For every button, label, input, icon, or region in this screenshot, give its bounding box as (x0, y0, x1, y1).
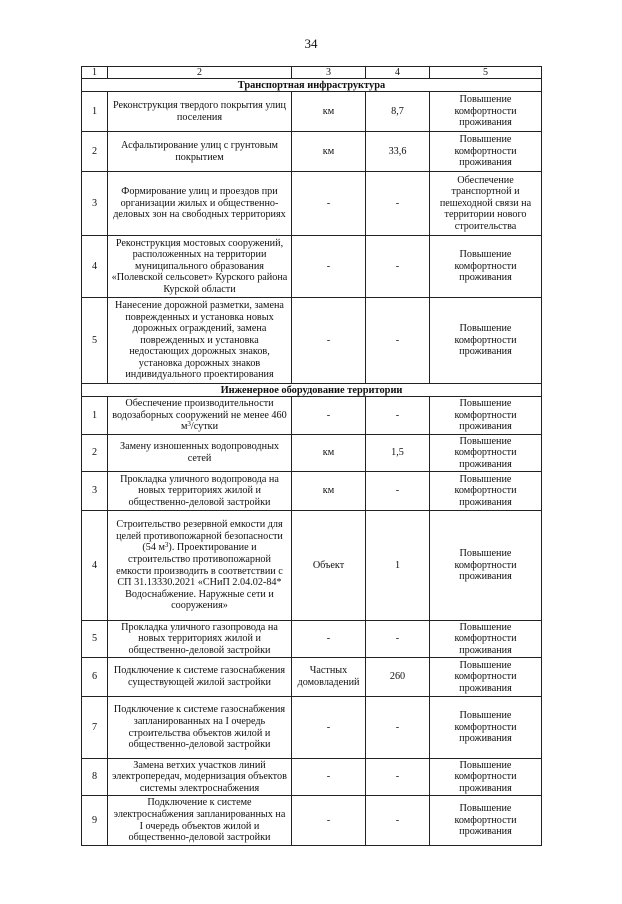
unit-cell: - (292, 759, 366, 796)
unit-cell: - (292, 298, 366, 384)
work-description: Замена ветхих участков линий электропередач, модернизация объектов системы электроснабжения (108, 759, 292, 796)
quantity-cell: - (366, 796, 430, 846)
purpose-cell: Повышение комфортности проживания (430, 759, 542, 796)
work-description (108, 397, 292, 435)
unit-cell: - (292, 697, 366, 759)
quantity-cell: - (366, 759, 430, 796)
table-row (82, 236, 542, 298)
unit-cell: - (292, 236, 366, 298)
work-description: Нанесение дорожной разметки, замена поврежденных и установка новых дорожных ограждений, замена поврежденных и установка недостающих дорожных знаков, установка дорожных знаков индивидуального проектирования (108, 298, 292, 384)
purpose-cell: Повышение комфортности проживания (430, 796, 542, 846)
unit-cell: - (292, 397, 366, 435)
column-number: 4 (366, 67, 430, 79)
purpose-cell: Обеспечение транспортной и пешеходной связи на территории нового строительства (430, 172, 542, 236)
row-number: 6 (82, 658, 108, 697)
unit-cell: Частных домовладений (292, 658, 366, 697)
desc-text: Обеспечение производительности водозаборных сооружений не менее 460 м (112, 398, 287, 433)
table-row (82, 796, 542, 846)
quantity-cell: - (366, 298, 430, 384)
table-row (82, 621, 542, 658)
work-description: Подключение к системе газоснабжения существующей жилой застройки (108, 658, 292, 697)
table-row (82, 435, 542, 472)
quantity-cell: 1,5 (366, 435, 430, 472)
work-description: Формирование улиц и проездов при организации жилых и общественно-деловых зон на свободных территориях (108, 172, 292, 236)
row-number: 7 (82, 697, 108, 759)
work-description (108, 511, 292, 621)
purpose-cell: Повышение комфортности проживания (430, 472, 542, 511)
column-number: 5 (430, 67, 542, 79)
row-number: 4 (82, 511, 108, 621)
unit-cell: Объект (292, 511, 366, 621)
work-description: Замену изношенных водопроводных сетей (108, 435, 292, 472)
quantity-cell: 8,7 (366, 92, 430, 132)
table-row (82, 92, 542, 132)
table-row (82, 511, 542, 621)
unit-cell: км (292, 472, 366, 511)
purpose-cell: Повышение комфортности проживания (430, 298, 542, 384)
superscript: 3 (187, 420, 191, 429)
desc-text: ). Проектирование и строительство противопожарной емкости производить в соответствии с СП 31.13330.2021 «СНиП 2.04.02-84* Водоснабжение. Наружные сети и сооружения» (116, 542, 283, 612)
unit-cell: - (292, 172, 366, 236)
purpose-cell: Повышение комфортности проживания (430, 236, 542, 298)
work-description: Прокладка уличного газопровода на новых территориях жилой и общественно-деловой застройки (108, 621, 292, 658)
column-number-row (82, 67, 542, 79)
section-title: Инженерное оборудование территории (82, 384, 542, 397)
table-row (82, 759, 542, 796)
desc-text: Строительство резервной емкости для целей противопожарной безопасности (54 м (116, 519, 283, 554)
table-row (82, 472, 542, 511)
column-number: 2 (108, 67, 292, 79)
row-number: 4 (82, 236, 108, 298)
purpose-cell: Повышение комфортности проживания (430, 132, 542, 172)
row-number: 1 (82, 397, 108, 435)
unit-cell: км (292, 435, 366, 472)
quantity-cell: - (366, 472, 430, 511)
table-row (82, 132, 542, 172)
table-row (82, 658, 542, 697)
quantity-cell: 260 (366, 658, 430, 697)
quantity-cell: - (366, 397, 430, 435)
quantity-cell: - (366, 697, 430, 759)
quantity-cell: - (366, 621, 430, 658)
work-description: Реконструкция мостовых сооружений, расположенных на территории муниципального образования «Полевской сельсовет» Курского района Курской области (108, 236, 292, 298)
desc-text: /сутки (190, 421, 219, 433)
table-row (82, 397, 542, 435)
purpose-cell: Повышение комфортности проживания (430, 621, 542, 658)
quantity-cell: - (366, 172, 430, 236)
purpose-cell: Повышение комфортности проживания (430, 697, 542, 759)
table-row (82, 697, 542, 759)
purpose-cell: Повышение комфортности проживания (430, 435, 542, 472)
row-number: 1 (82, 92, 108, 132)
quantity-cell: 1 (366, 511, 430, 621)
table-row (82, 172, 542, 236)
superscript: 3 (164, 541, 169, 550)
section-header-row (82, 79, 542, 92)
column-number: 3 (292, 67, 366, 79)
row-number: 2 (82, 435, 108, 472)
purpose-cell: Повышение комфортности проживания (430, 511, 542, 621)
quantity-cell: 33,6 (366, 132, 430, 172)
quantity-cell: - (366, 236, 430, 298)
unit-cell: - (292, 796, 366, 846)
column-number: 1 (82, 67, 108, 79)
row-number: 3 (82, 172, 108, 236)
work-description: Прокладка уличного водопровода на новых территориях жилой и общественно-деловой застройки (108, 472, 292, 511)
work-description: Подключение к системе электроснабжения запланированных на I очередь объектов жилой и общественно-деловой застройки (108, 796, 292, 846)
table-row (82, 298, 542, 384)
section-title: Транспортная инфраструктура (82, 79, 542, 92)
row-number: 2 (82, 132, 108, 172)
unit-cell: км (292, 132, 366, 172)
purpose-cell: Повышение комфортности проживания (430, 397, 542, 435)
section-header-row (82, 384, 542, 397)
purpose-cell: Повышение комфортности проживания (430, 658, 542, 697)
row-number: 3 (82, 472, 108, 511)
work-description: Реконструкция твердого покрытия улиц поселения (108, 92, 292, 132)
work-description: Асфальтирование улиц с грунтовым покрытием (108, 132, 292, 172)
page-number: 34 (304, 36, 318, 51)
work-description: Подключение к системе газоснабжения запланированных на I очередь строительства объектов жилой и общественно-деловой застройки (108, 697, 292, 759)
unit-cell: - (292, 621, 366, 658)
works-table (81, 66, 542, 846)
unit-cell: км (292, 92, 366, 132)
purpose-cell: Повышение комфортности проживания (430, 92, 542, 132)
row-number: 8 (82, 759, 108, 796)
row-number: 5 (82, 298, 108, 384)
row-number: 5 (82, 621, 108, 658)
row-number: 9 (82, 796, 108, 846)
